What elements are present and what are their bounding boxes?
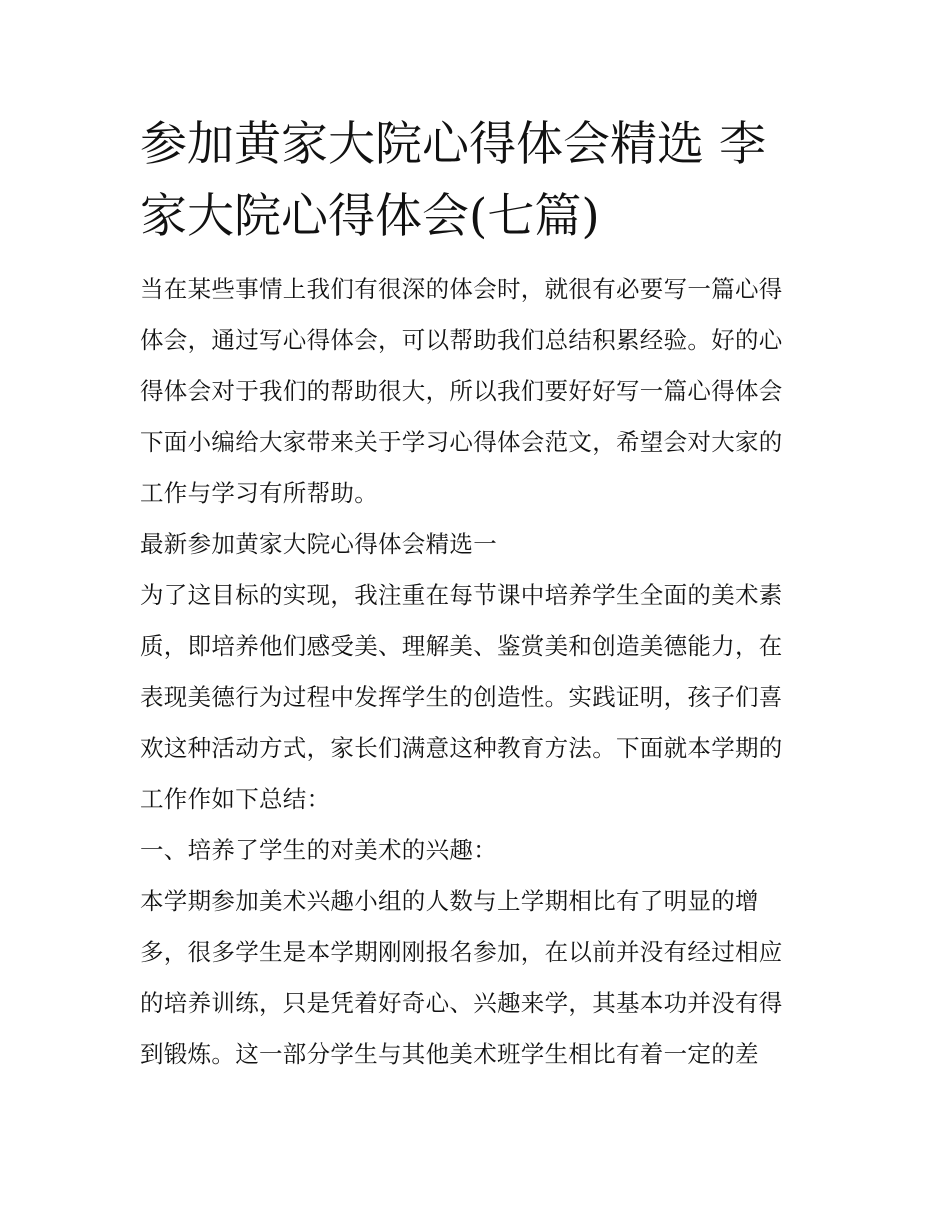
body-line: 欢这种活动方式，家长们满意这种教育方法。下面就本学期的	[140, 734, 783, 762]
body-line: 体会，通过写心得体会，可以帮助我们总结积累经验。好的心	[140, 326, 783, 354]
subsection-heading: 一、培养了学生的对美术的兴趣：	[140, 836, 497, 864]
body-line: 为了这目标的实现，我注重在每节课中培养学生全面的美术素	[140, 581, 783, 609]
body-line: 工作作如下总结：	[140, 785, 331, 813]
body-line: 下面小编给大家带来关于学习心得体会范文，希望会对大家的	[140, 428, 783, 456]
body-line: 多，很多学生是本学期刚刚报名参加，在以前并没有经过相应	[140, 938, 783, 966]
section-heading: 最新参加黄家大院心得体会精选一	[140, 530, 497, 558]
body-line: 质，即培养他们感受美、理解美、鉴赏美和创造美德能力，在	[140, 632, 783, 660]
body-line: 到锻炼。这一部分学生与其他美术班学生相比有着一定的差	[140, 1040, 759, 1068]
body-line: 的培养训练，只是凭着好奇心、兴趣来学，其基本功并没有得	[140, 989, 783, 1017]
page-title	[140, 110, 812, 254]
title-line-2: 家大院心得体会(七篇)	[140, 189, 600, 244]
body-line: 当在某些事情上我们有很深的体会时，就很有必要写一篇心得	[140, 275, 783, 303]
document-page	[140, 110, 812, 1080]
body-line: 工作与学习有所帮助。	[140, 479, 378, 507]
body-line: 本学期参加美术兴趣小组的人数与上学期相比有了明显的增	[140, 887, 759, 915]
body-line: 表现美德行为过程中发挥学生的创造性。实践证明，孩子们喜	[140, 683, 783, 711]
title-line-1: 参加黄家大院心得体会精选 李	[140, 117, 766, 172]
document-body	[140, 264, 812, 1080]
body-line: 得体会对于我们的帮助很大，所以我们要好好写一篇心得体会	[140, 377, 783, 405]
